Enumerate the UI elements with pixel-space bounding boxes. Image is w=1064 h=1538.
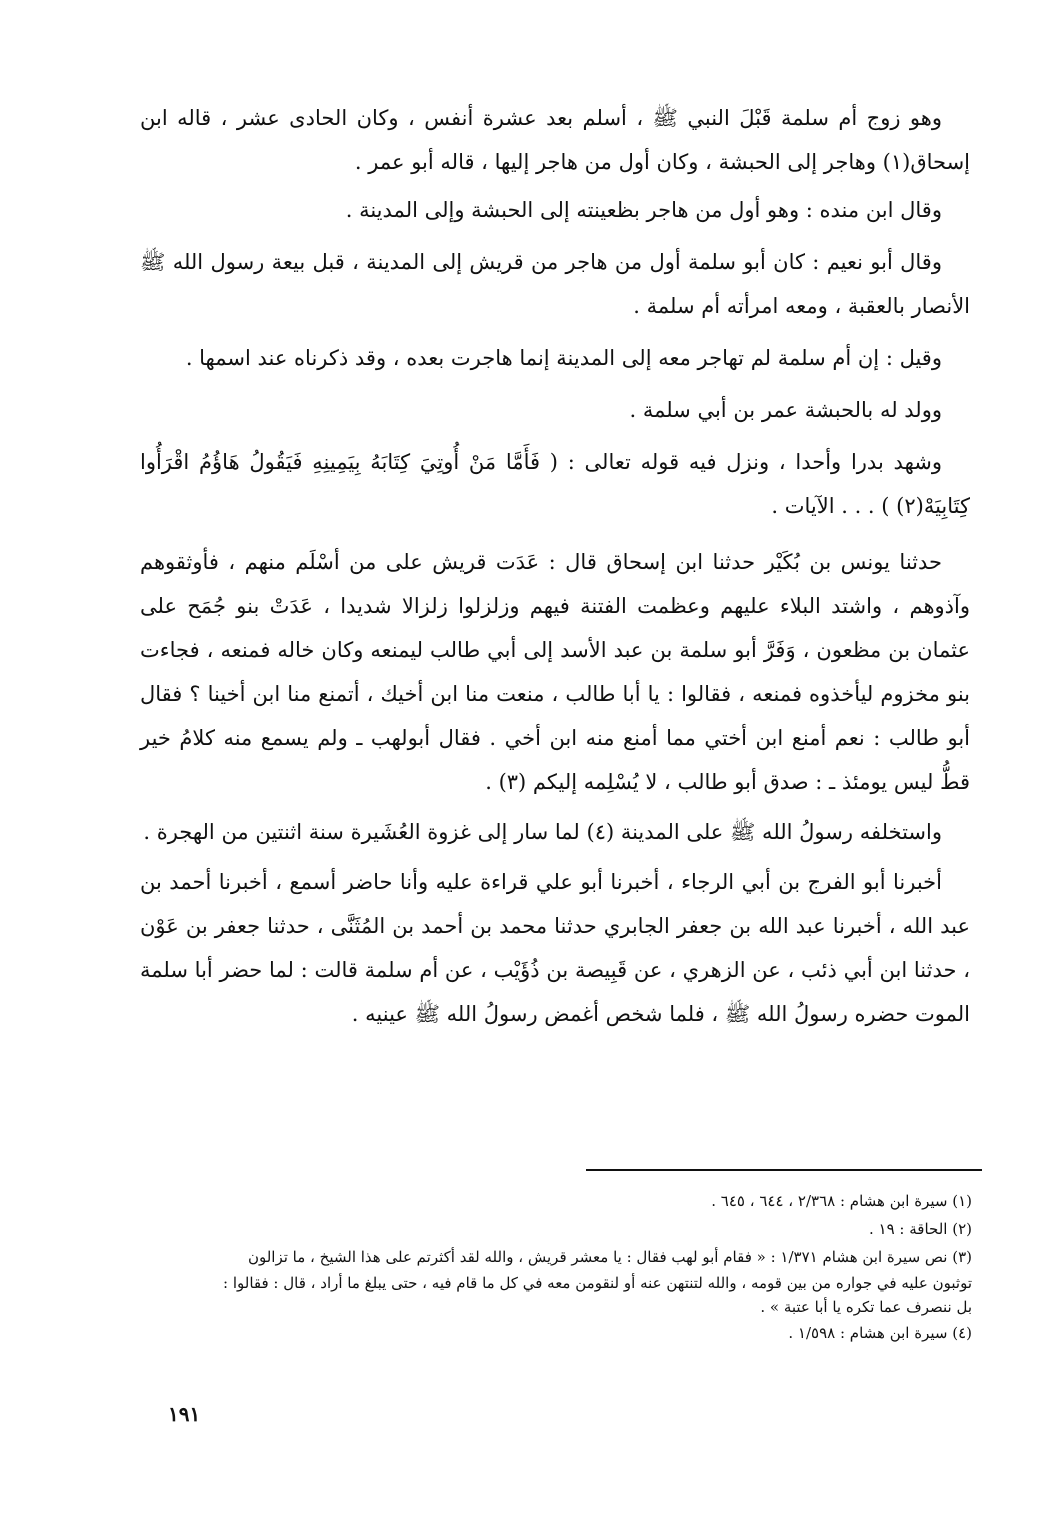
paragraph-3: وقال أبو نعيم : كان أبو سلمة أول من هاجر من قريش إلى المدينة ، قبل بيعة رسول الله ﷺ الأنصار بالعقبة ، ومعه امرأته أم سلمة . — [140, 250, 970, 318]
footnotes — [140, 1187, 972, 1347]
paragraph-9: أخبرنا أبو الفرج بن أبي الرجاء ، أخبرنا أبو علي قراءة عليه وأنا حاضر أسمع ، أخبرنا أحمد بن عبد الله ، أخبرنا عبد الله بن جعفر الجابري حدثنا محمد بن أحمد بن المُثَنَّى ، حدثنا جعفر بن عَوْن ، حدثنا ابن أبي ذئب ، عن الزهري ، عن قَبِيصة بن ذُؤَيْب ، عن أم سلمة قالت : لما حضر أبا سلمة الموت حضره رسولُ الله ﷺ ، فلما شخص أغمض رسولُ الله ﷺ عينيه . — [140, 870, 970, 1026]
footnote-3-line-3: بل ننصرف عما تكره يا أبا عتبة » . — [760, 1298, 972, 1316]
footnote-3: (٣) نص سيرة ابن هشام ١/٣٧١ : « فقام أبو لهب فقال : يا معشر قريش ، والله لقد أكثرتم على هذا الشيخ ، ما تزالون — [247, 1248, 972, 1266]
footnote-1: (١) سيرة ابن هشام : ٢/٣٦٨ ، ٦٤٤ ، ٦٤٥ . — [711, 1192, 972, 1210]
footnote-4: (٤) سيرة ابن هشام : ١/٥٩٨ . — [788, 1324, 972, 1342]
paragraph-5: وولد له بالحبشة عمر بن أبي سلمة . — [629, 398, 942, 422]
paragraph-7: حدثنا يونس بن بُكَيْر حدثنا ابن إسحاق قال : عَدَت قريش على من أسْلَم منهم ، فأوثقوهم وآذوهم ، واشتد البلاء عليهم وعظمت الفتنة فيهم وزلزلوا زلزالا شديدا ، عَدَتْ بنو جُمَح على عثمان بن مظعون ، وَفَرَّ أبو سلمة بن عبد الأسد إلى أبي طالب ليمنعه وكان خاله فمنعه ، فجاءت بنو مخزوم ليأخذوه فمنعه ، فقالوا : يا أبا طالب ، منعت منا ابن أخيك ، أتمنع منا ابن أخينا ؟ فقال أبو طالب : نعم أمنع ابن أختي مما أمنع منه ابن أخي . فقال أبولهب ـ ولم يسمع منه كلامُ خير قطُّ ليس يومئذ ـ : صدق أبو طالب ، لا يُسْلِمه إليكم (٣) . — [140, 550, 971, 794]
paragraph-4: وقيل : إن أم سلمة لم تهاجر معه إلى المدينة إنما هاجرت بعده ، وقد ذكرناه عند اسمها . — [185, 346, 942, 370]
footnote-divider — [586, 1169, 982, 1171]
paragraph-2: وقال ابن منده : وهو أول من هاجر بظعينته إلى الحبشة وإلى المدينة . — [345, 198, 942, 222]
paragraph-8: واستخلفه رسولُ الله ﷺ على المدينة (٤) لما سار إلى غزوة العُشَيرة سنة اثنتين من الهجرة . — [143, 820, 942, 844]
paragraph-1: وهو زوج أم سلمة قَبْلَ النبي ﷺ ، أسلم بعد عشرة أنفس ، وكان الحادى عشر ، قاله ابن إسحاق(١) وهاجر إلى الحبشة ، وكان أول من هاجر إليها ، قاله أبو عمر . — [140, 106, 970, 174]
main-text — [140, 96, 970, 1036]
paragraph-6: وشهد بدرا وأحدا ، ونزل فيه قوله تعالى : ( فَأَمَّا مَنْ أُوتِيَ كِتَابَهُ بِيَمِينِهِ فَيَقُولُ هَاؤُمُ اقْرَأُوا كِتَابِيَهْ(٢) ) . . . الآيات . — [140, 450, 970, 518]
footnote-3-line-2: توثبون عليه في جواره من بين قومه ، والله لتنتهن عنه أو لنقومن معه في كل ما قام فيه ، حتى يبلغ ما أراد ، قال : فقالوا : — [223, 1274, 972, 1292]
footnote-2: (٢) الحاقة : ١٩ . — [868, 1220, 972, 1238]
page-number: ١٩١ — [168, 1402, 201, 1426]
